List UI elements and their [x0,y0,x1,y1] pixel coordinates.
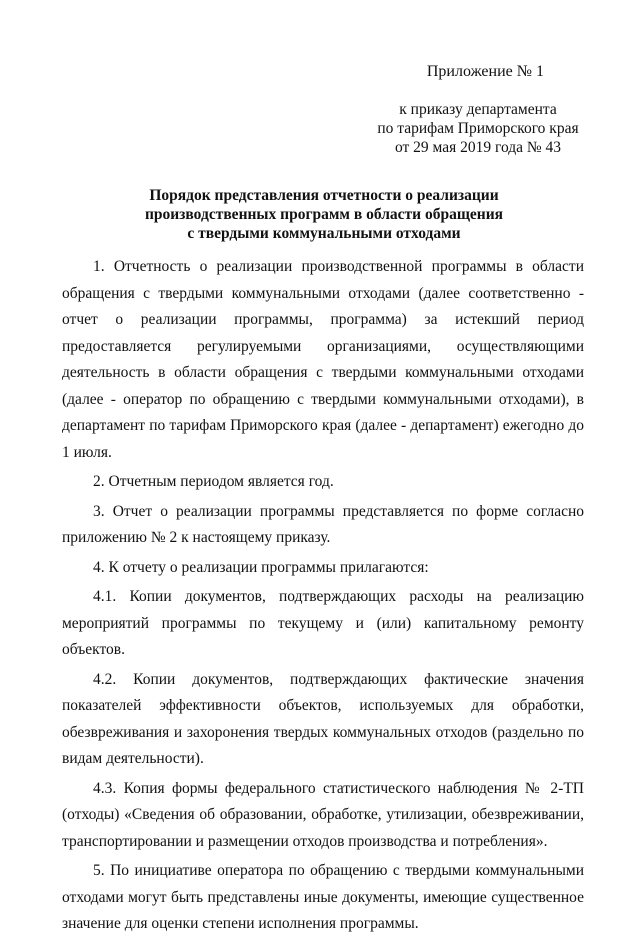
paragraph-4-2-indicator-copies: 4.2. Копии документов, подтверждающих фактические значения показателей эффективности объектов, используемых для обработки, обезвреживания и захоронения твердых коммунальных отходов (раздельно по видам деятельности). [62,670,584,767]
document-body [62,254,584,941]
document-title [60,186,588,243]
appendix-line-department: по тарифам Приморского края [377,120,579,137]
paragraph-1-reporting: 1. Отчетность о реализации производственной программы в области обращения с твердыми коммунальными отходами (далее соответственно - отчет о реализации программы, программа) за истекший период предоставляется регулируемыми организациями, осуществляющими деятельность в области обращения с твердыми коммунальными отходами (далее - оператор по обращению с твердыми коммунальными отходами), в департамент по тарифам Приморского края (далее - департамент) ежегодно до 1 июля. [62,258,584,461]
paragraph-2-period: 2. Отчетным периодом является год. [93,473,334,490]
paragraph-3-form: 3. Отчет о реализации программы представляется по форме согласно приложению № 2 к настоящему приказу. [62,502,584,546]
appendix-line-order: к приказу департамента [399,101,557,118]
paragraph-4-1-expense-copies: 4.1. Копии документов, подтверждающих расходы на реализацию мероприятий программы по текущему и (или) капитальному ремонту объектов. [62,588,584,658]
paragraph-4-3-statistics-form: 4.3. Копия формы федерального статистического наблюдения № 2-ТП (отходы) «Сведения об образовании, обработке, утилизации, обезвреживании, транспортировании и размещении отходов производства и потребления». [62,779,584,850]
document-title-line-1: Порядок представления отчетности о реализации [149,187,499,204]
paragraph-4-attachments: 4. К отчету о реализации программы прилагаются: [93,558,429,576]
document-title-line-3: с твердыми коммунальными отходами [187,225,461,242]
document-title-line-2: производственных программ в области обращения [144,206,504,223]
appendix-header [328,62,588,157]
paragraph-5-other-documents: 5. По инициативе оператора по обращению с твердыми коммунальными отходами могут быть представлены иные документы, имеющие существенное значение для оценки степени исполнения программы. [62,862,584,932]
appendix-line-date: от 29 мая 2019 года № 43 [394,139,562,156]
appendix-title: Приложение № 1 [426,63,544,80]
